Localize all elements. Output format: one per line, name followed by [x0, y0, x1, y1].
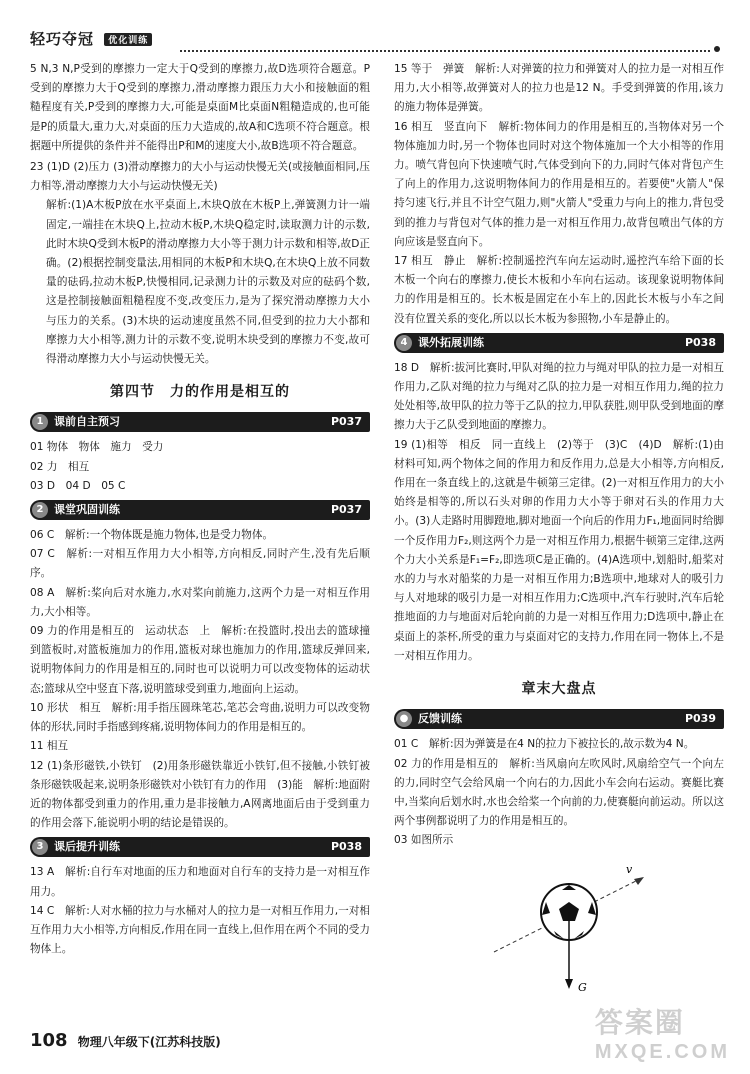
section-number-badge: 1	[32, 414, 48, 430]
answer-23-explanation: 解析:(1)A木板P放在水平桌面上,木块Q放在木板P上,弹簧测力计一端固定,一端挂在木块Q上,拉动木板P,木块Q稳定时,读取测力计的示数,此时木块Q受到木板P的滑动摩擦力大小等于测力计示数和相等,故D正确。(2)根据控制变量法,用相同的木板P和木块Q,在木块Q上放不同数量的砝码,拉动木板P,快慢相同,记录测力计的示数及对应的砝码个数,这是控制接触面粗糙程度不变,改变压力,是为了探究滑动摩擦力大小与压力的关系。(3)木块的运动速度虽然不同,但受到的拉力大小都和摩擦力大小相等,测力计的示数不变,说明木块受到的摩擦力不变,故可得滑动摩擦力大小与运动快慢无关。	[46, 199, 370, 366]
preview-answer-1: 01 物体 物体 施力 受力	[30, 441, 164, 454]
section-header-feedback	[394, 709, 724, 729]
gravity-arrowhead	[565, 979, 573, 989]
watermark-text: 答案圈	[594, 1007, 685, 1038]
answer-14: 14 C 解析:人对水桶的拉力与水桶对人的拉力是一对相互作用力,一对相互作用力大小相等,方向相反,作用在同一直线上,但作用在两个不同的受力物体上。	[30, 904, 370, 956]
section-page-ref: P037	[330, 415, 362, 429]
force-diagram-svg	[484, 857, 684, 997]
right-column	[394, 60, 724, 997]
preview-answer-3: 03 D 04 D 05 C	[30, 479, 126, 492]
section-page-ref: P038	[330, 840, 362, 854]
feedback-answer-02: 02 力的作用是相互的 解析:当风扇向左吹风时,风扇给空气一个向左的力,同时空气会给风扇一个向右的力,因此小车会向右运动。赛艇比赛中,当桨向后划水时,水也会给桨一个向前的力,使赛艇向前运动。所以这两个事例都说明了力的作用是相互的。	[394, 757, 724, 828]
header-end-dot	[714, 46, 720, 52]
section-label: 课后提升训练	[54, 840, 120, 854]
answer-19: 19 (1)相等 相反 同一直线上 (2)等于 (3)C (4)D 解析:(1)由材料可知,两个物体之间的作用力和反作用力,总是大小相等,方向相反,作用在一条直线上的,这就是牛顿第三定律。(2)一对相互作用力的大小始终是相等的,所以石头对卵的作用力大小等于卵对石头的作用力大小。(3)人走路时用脚蹬地,脚对地面一个向后的作用力F₁,地面同时给脚一个反作用力F₂,则这两个力是一对相互作用力,根据牛顿第三定律,这两个力大小关系是F₁=F₂,即选项C是正确的。(4)A选项中,划船时,船桨对水的力与水对船桨的力是一对相互作用力;B选项中,地球对人的吸引力与人对地球的吸引力是一对相互作用力;C选项中,汽车行驶时,汽车后轮推地面的力与地面对后轮向前的力是一对相互作用力;D选项中,静止在桌面上的茶杯,所受的重力与桌面对它的支持力,作用在同一物体上,不是一对相互作用力。	[394, 438, 724, 662]
page-number: 108	[30, 1030, 68, 1051]
preview-answer-2: 02 力 相互	[30, 460, 90, 473]
answer-10: 10 形状 相互 解析:用手指压圆珠笔芯,笔芯会弯曲,说明力可以改变物体的形状,同时手指感到疼痛,说明物体间力的作用是相互的。	[30, 701, 370, 734]
answer-09: 09 力的作用是相互的 运动状态 上 解析:在投篮时,投出去的篮球撞到篮板时,对篮板施加力的作用,篮板对球也施加力的作用,篮球反弹回来,说明物体间力的作用是相互的,同时也可以说明力可以改变物体的运动状态;篮球从空中竖直下落,说明篮球受到重力,地面向上运动。	[30, 625, 370, 695]
section-page-ref: P039	[684, 712, 716, 726]
section-title: 第四节 力的作用是相互的	[110, 384, 290, 401]
section-label: 反馈训练	[418, 712, 462, 726]
section-label: 课堂巩固训练	[54, 503, 120, 517]
soccer-ball-force-diagram	[484, 857, 684, 997]
section-page-ref: P037	[330, 503, 362, 517]
chapter-summary-title: 章末大盘点	[521, 681, 597, 698]
answer-15: 15 等于 弹簧 解析:人对弹簧的拉力和弹簧对人的拉力是一对相互作用力,大小相等,故弹簧对人的拉力也是12 N。手受到弹簧的作用,该力的施力物体是弹簧。	[394, 63, 724, 114]
page-header	[30, 28, 720, 54]
section-number-badge: 3	[32, 839, 48, 855]
answer-16: 16 相互 竖直向下 解析:物体间力的作用是相互的,当物体对另一个物体施加力时,另一个物体也同时对这个物体施加一个大小相等的作用力。喷气背包向下快速喷气时,气体受到向下的力,同时气体对背包产生了向上的作用力,这说明物体间力的作用是相互的。若要使"火箭人"保持匀速飞行,并且不计空气阻力,则"火箭人"受重力与向上的推力,背包受到的推力与背包对气体的推力是一对相互作用力,故背包喷出气体的方向应该是竖直向下。	[394, 120, 724, 248]
answer-11: 11 相互	[30, 740, 69, 753]
section-header-after-class	[30, 837, 370, 857]
gravity-label: G	[578, 980, 587, 994]
answer-12: 12 (1)条形磁铁,小铁钉 (2)用条形磁铁靠近小铁钉,但不接触,小铁钉被条形磁铁吸起来,说明条形磁铁对小铁钉有力的作用 (3)能 解析:地面附近的物体都受到重力的作用,重力是非接触力,A网离地面后由于受到重力的作用会落下,能说明小明的结论是错误的。	[30, 759, 370, 830]
answer-07: 07 C 解析:一对相互作用力大小相等,方向相反,同时产生,没有先后顺序。	[30, 548, 370, 580]
section-header-preview	[30, 412, 370, 432]
answer-18: 18 D 解析:拔河比赛时,甲队对绳的拉力与绳对甲队的拉力是一对相互作用力,乙队对绳的拉力与绳对乙队的拉力是一对相互作用力,绳的拉力处处相等,故甲队的拉力等于乙队的拉力,甲队获胜,则甲队受到地面的摩擦力大于乙队受到地面的摩擦力。	[394, 361, 724, 432]
book-title: 物理八年级下(江苏科技版)	[77, 1035, 221, 1049]
section-number-badge: 2	[32, 502, 48, 518]
brand-badge: 优化训练	[104, 33, 152, 46]
header-dotted-rule	[180, 50, 710, 52]
watermark-url: MXQE.COM	[594, 1041, 730, 1063]
section-label: 课外拓展训练	[418, 335, 484, 349]
section-label: 课前自主预习	[54, 415, 120, 429]
velocity-arrowhead	[634, 877, 644, 885]
section-header-classroom	[30, 500, 370, 520]
section-header-extension	[394, 333, 724, 353]
feedback-answer-03: 03 如图所示	[394, 834, 454, 847]
page-footer	[30, 1030, 221, 1051]
answer-23-head: 23 (1)D (2)压力 (3)滑动摩擦力的大小与运动快慢无关(或接触面相同,压力相等,滑动摩擦力大小与运动快慢无关)	[30, 161, 370, 193]
answer-17: 17 相互 静止 解析:控制遥控汽车向左运动时,遥控汽车给下面的长木板一个向右的摩擦力,使长木板和小车向右运动。该现象说明物体间力的作用是相互的。长木板是固定在小车上的,因此长木板与小车之间没有位置关系的变化,所以以长木板为参照物,小车是静止的。	[394, 255, 724, 325]
feedback-answer-01: 01 C 解析:因为弹簧是在4 N的拉力下被拉长的,故示数为4 N。	[394, 738, 695, 751]
section-page-ref: P038	[684, 335, 716, 349]
answer-13: 13 A 解析:自行车对地面的压力和地面对自行车的支持力是一对相互作用力。	[30, 866, 370, 898]
section-number-badge: 4	[396, 335, 412, 351]
brand-name: 轻巧夺冠	[30, 30, 95, 48]
answer-22-continued: 5 N,3 N,P受到的摩擦力一定大于Q受到的摩擦力,故D选项符合题意。P受到的摩擦力大于Q受到的摩擦力,滑动摩擦力跟压力大小和接触面的粗糙程度有关,P受到的摩擦力大,可能是桌面M比桌面N粗糙造成的,也可能是P的质量大,重力大,对桌面的压力大造成的,故A和C选项不符合题意。根据题中所提供的条件并不能得出P和M的速度大小,故B选项不符合题意。	[30, 63, 370, 152]
velocity-label: v	[626, 862, 633, 876]
watermark-logo	[595, 1001, 730, 1064]
section-icon-badge: ●	[396, 711, 412, 727]
left-column	[30, 60, 370, 959]
brand-logo	[30, 28, 152, 49]
answer-08: 08 A 解析:桨向后对水施力,水对桨向前施力,这两个力是一对相互作用力,大小相等。	[30, 586, 370, 618]
answer-06: 06 C 解析:一个物体既是施力物体,也是受力物体。	[30, 529, 274, 542]
